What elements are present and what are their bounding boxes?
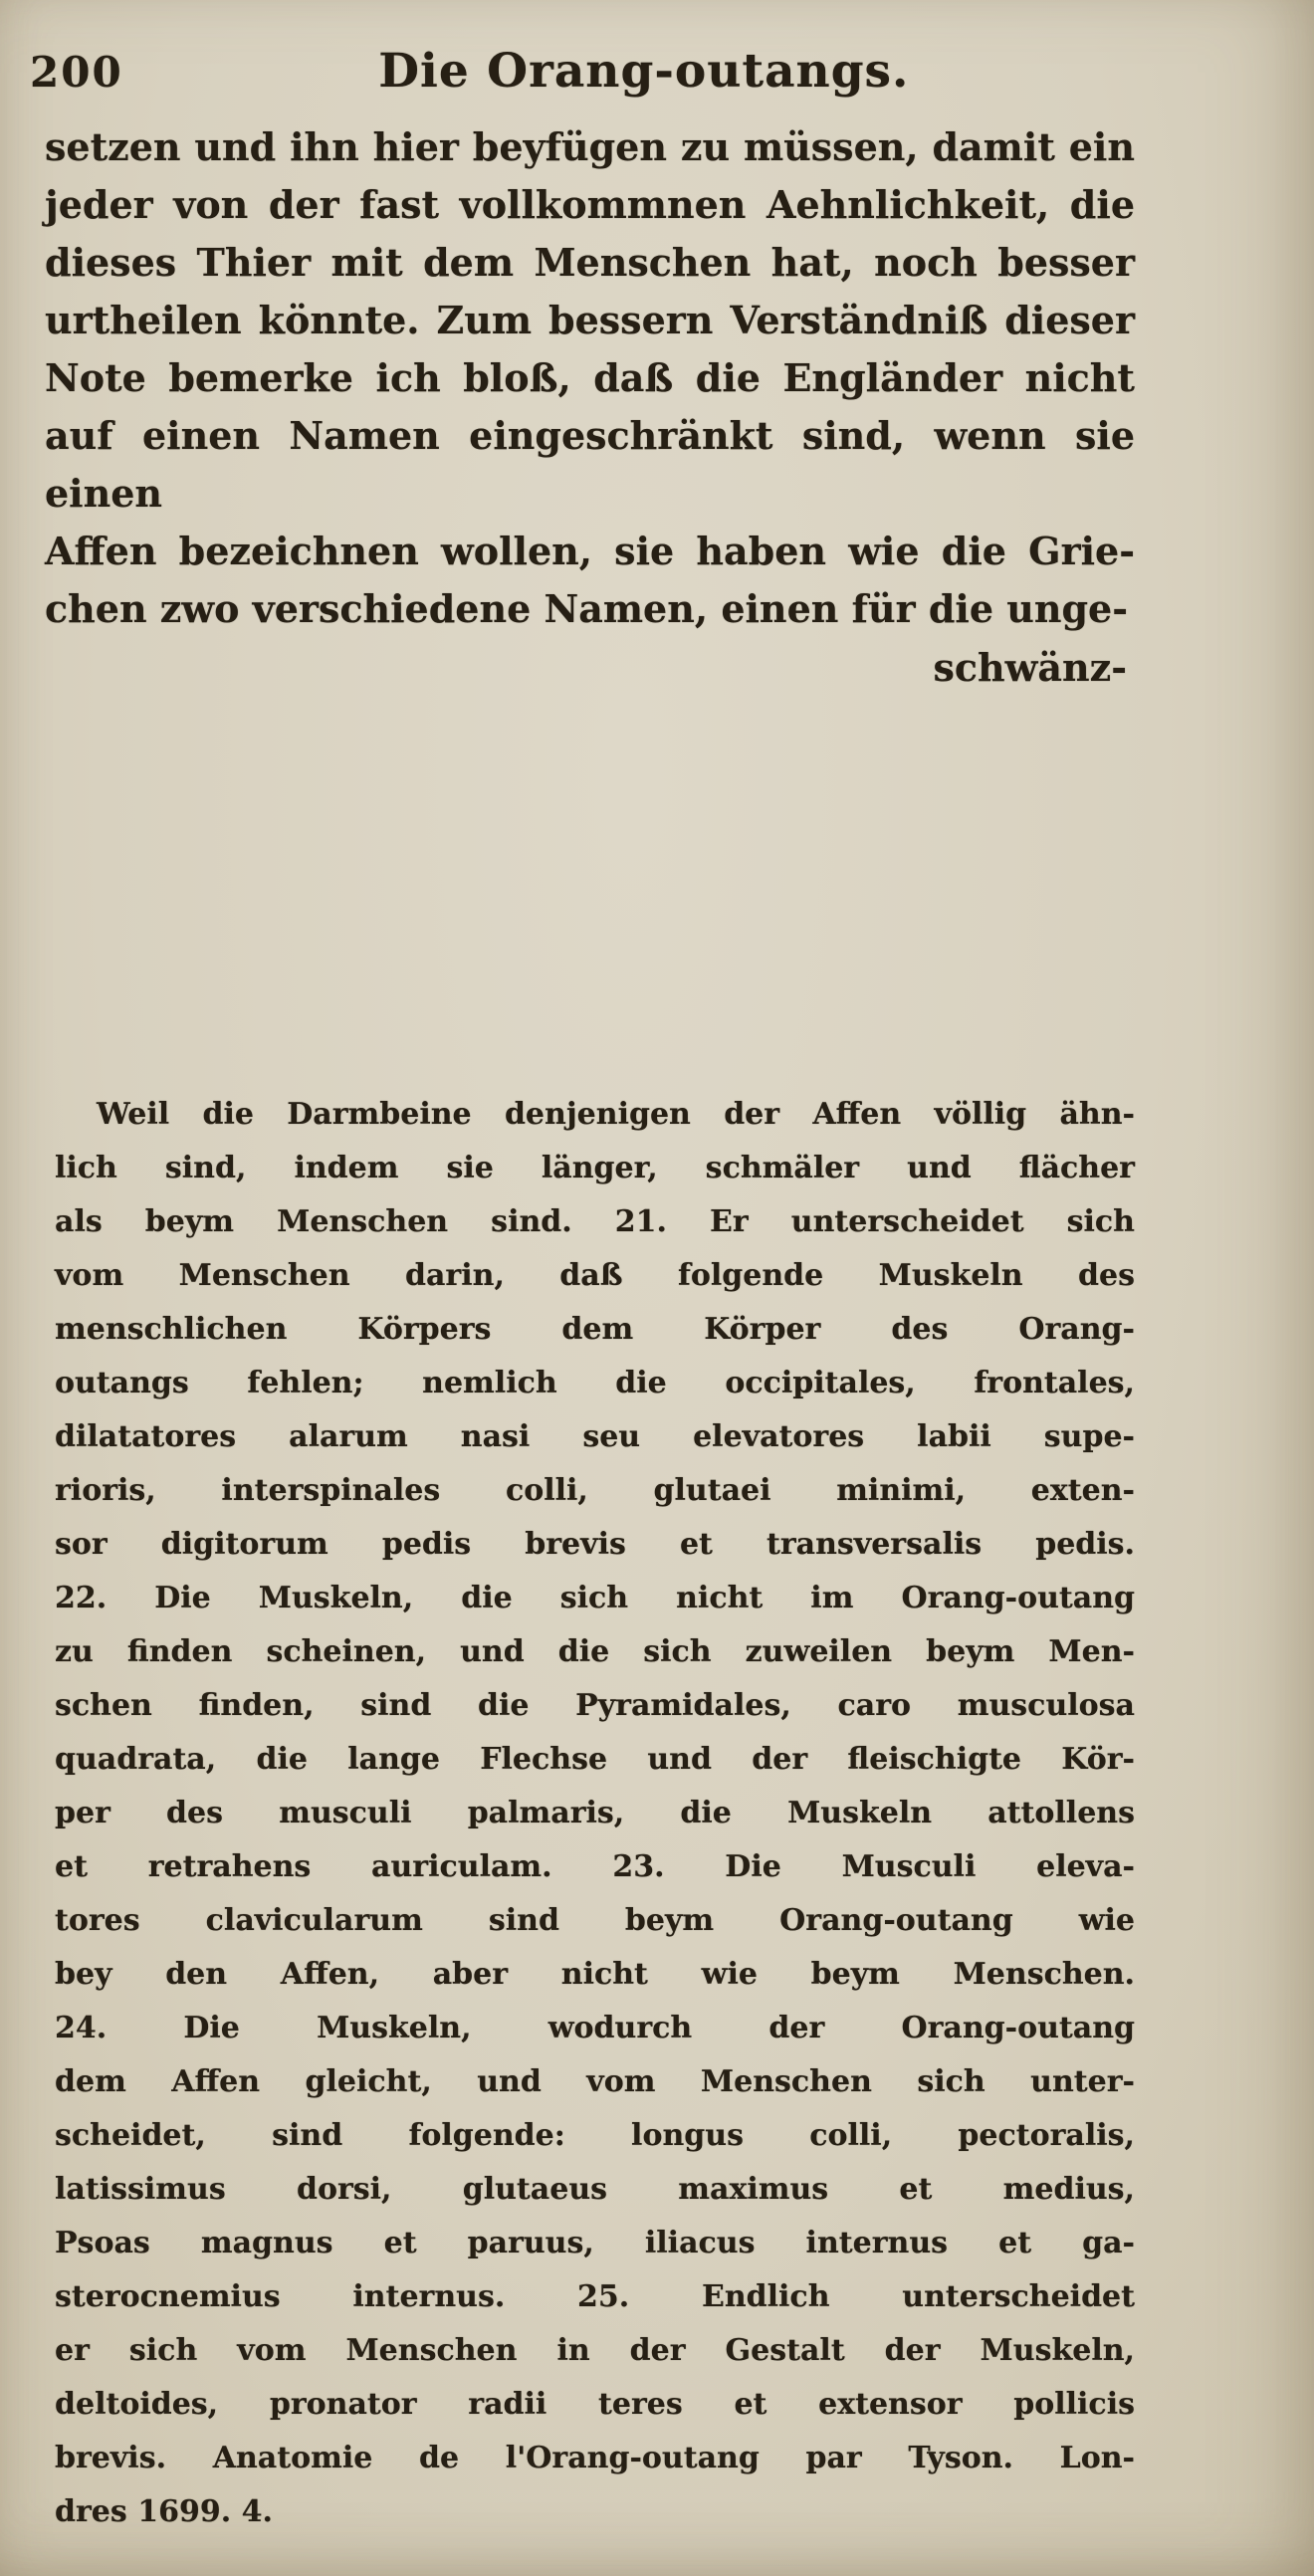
text-line: 22. Die Muskeln, die sich nicht im Orang-outang: [55, 1581, 1135, 1615]
catchword: schwänz-: [933, 645, 1127, 690]
text-line: 24. Die Muskeln, wodurch der Orang-outang: [55, 2011, 1135, 2045]
text-line: sor digitorum pedis brevis et transversalis pedis.: [55, 1527, 1135, 1562]
text-line: rioris, interspinales colli, glutaei minimi, exten-: [55, 1473, 1135, 1508]
text-line: sterocnemius internus. 25. Endlich unterscheidet: [55, 2279, 1135, 2314]
text-line: Note bemerke ich bloß, daß die Engländer nicht: [45, 355, 1135, 400]
text-line: per des musculi palmaris, die Muskeln attollens: [55, 1796, 1135, 1830]
body-paragraph: [45, 118, 1135, 638]
text-line: chen zwo verschiedene Namen, einen für die unge-: [45, 586, 1129, 631]
text-line: lich sind, indem sie länger, schmäler und flächer: [55, 1151, 1135, 1185]
text-line: brevis. Anatomie de l'Orang-outang par Tyson. Lon-: [55, 2441, 1135, 2475]
text-line: vom Menschen darin, daß folgende Muskeln des: [55, 1258, 1135, 1293]
running-title: Die Orang-outangs.: [378, 44, 910, 99]
footnote-block: [55, 1088, 1135, 2539]
text-line: dieses Thier mit dem Menschen hat, noch besser: [45, 240, 1135, 285]
text-line: scheidet, sind folgende: longus colli, pectoralis,: [55, 2118, 1135, 2153]
text-line: outangs fehlen; nemlich die occipitales, frontales,: [55, 1366, 1135, 1400]
text-line: tores clavicularum sind beym Orang-outang wie: [55, 1903, 1135, 1938]
text-line: urtheilen könnte. Zum bessern Verständniß dieser: [45, 298, 1135, 342]
text-line: schen finden, sind die Pyramidales, caro musculosa: [55, 1688, 1135, 1723]
text-line: als beym Menschen sind. 21. Er unterscheidet sich: [55, 1204, 1135, 1239]
text-line: latissimus dorsi, glutaeus maximus et medius,: [55, 2172, 1135, 2207]
text-line: dem Affen gleicht, und vom Menschen sich unter-: [55, 2064, 1135, 2099]
text-line: auf einen Namen eingeschränkt sind, wenn sie einen: [45, 413, 1135, 516]
text-line: dilatatores alarum nasi seu elevatores labii supe-: [55, 1419, 1135, 1454]
text-line: bey den Affen, aber nicht wie beym Menschen.: [55, 1957, 1135, 1992]
text-line: quadrata, die lange Flechse und der fleischigte Kör-: [55, 1742, 1135, 1777]
text-line: Affen bezeichnen wollen, sie haben wie die Grie-: [45, 529, 1135, 573]
text-line: et retrahens auriculam. 23. Die Musculi eleva-: [55, 1849, 1135, 1884]
text-line: menschlichen Körpers dem Körper des Orang-: [55, 1312, 1135, 1347]
text-line: jeder von der fast vollkommnen Aehnlichkeit, die: [45, 182, 1135, 227]
text-line: dres 1699. 4.: [55, 2494, 273, 2529]
text-line: deltoides, pronator radii teres et extensor pollicis: [55, 2387, 1135, 2422]
text-line: setzen und ihn hier beyfügen zu müssen, damit ein: [45, 124, 1135, 169]
text-line: zu finden scheinen, und die sich zuweilen beym Men-: [55, 1634, 1135, 1669]
page-number: 200: [30, 48, 123, 97]
text-line: Psoas magnus et paruus, iliacus internus et ga-: [55, 2226, 1135, 2260]
page-header: [0, 0, 1314, 99]
text-line: er sich vom Menschen in der Gestalt der Muskeln,: [55, 2333, 1135, 2368]
text-line: Weil die Darmbeine denjenigen der Affen völlig ähn-: [97, 1097, 1135, 1132]
